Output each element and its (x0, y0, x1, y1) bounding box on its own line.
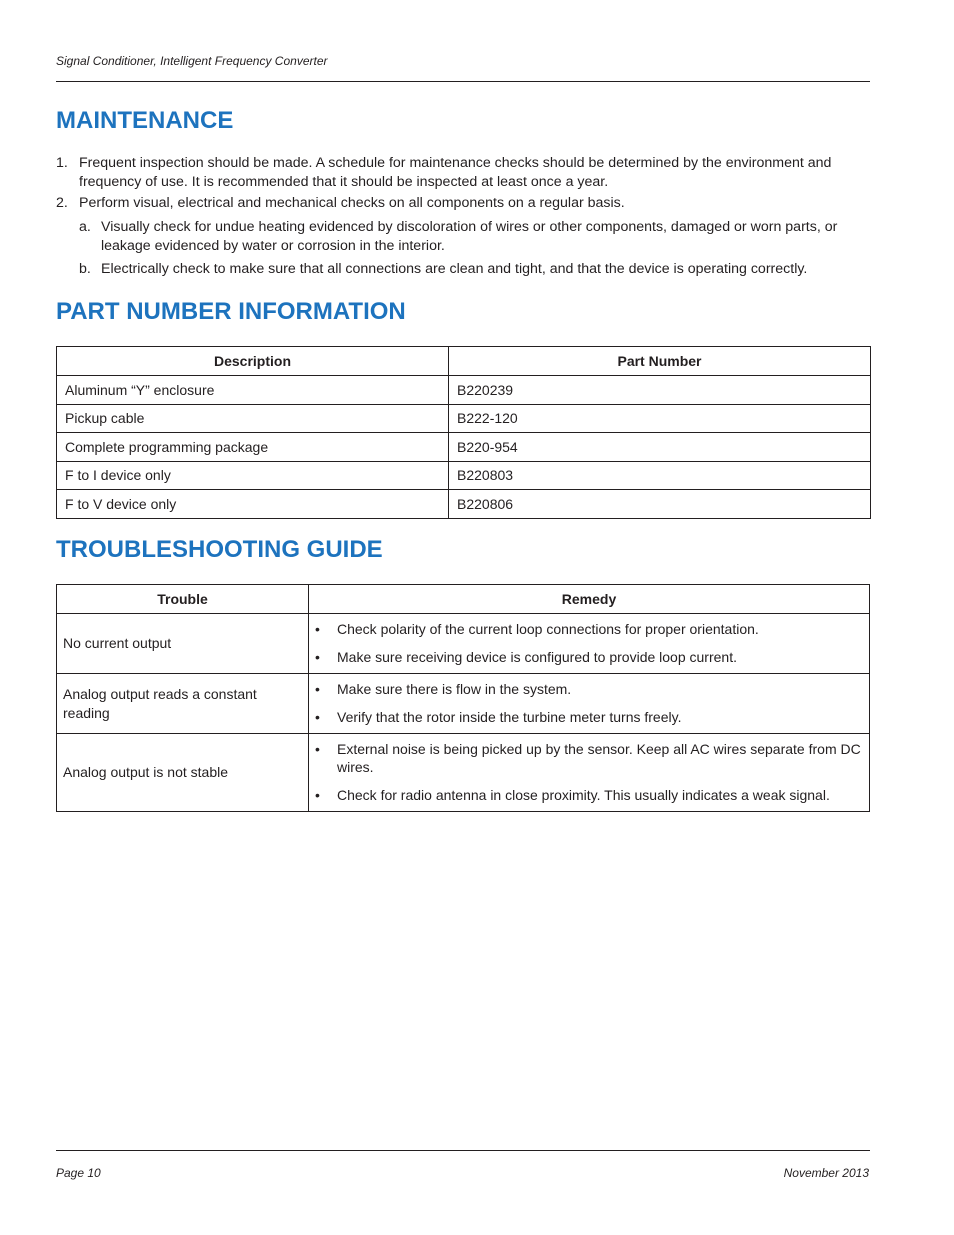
troubleshooting-table (56, 584, 870, 812)
table-row (57, 614, 870, 674)
running-header: Signal Conditioner, Intelligent Frequency Converter (56, 54, 328, 68)
remedy-text: External noise is being picked up by the sensor. Keep all AC wires separate from DC wires. (337, 741, 861, 775)
list-item-text: Electrically check to make sure that all connections are clean and tight, and that the device is operating correctly. (101, 261, 808, 277)
description-cell: F to I device only (57, 461, 449, 490)
remedy-bullet (315, 620, 861, 638)
trouble-cell: Analog output is not stable (57, 734, 309, 812)
list-number: 1. (56, 155, 68, 171)
maintenance-heading: MAINTENANCE (56, 107, 234, 134)
troubleshooting-heading: TROUBLESHOOTING GUIDE (56, 536, 383, 563)
table-header-row (57, 347, 871, 376)
trouble-cell: Analog output reads a constant reading (57, 674, 309, 734)
bullet-icon: • (315, 709, 320, 725)
table-row (57, 433, 871, 462)
remedy-text: Check for radio antenna in close proximity. This usually indicates a weak signal. (337, 787, 830, 803)
column-header-trouble: Trouble (57, 585, 309, 614)
table-row (57, 734, 870, 812)
remedy-cell (309, 614, 870, 674)
maintenance-subitem-a (79, 218, 869, 256)
part-number-cell: B220239 (449, 376, 871, 405)
table-header-row (57, 585, 870, 614)
remedy-bullet (315, 786, 861, 804)
list-letter: b. (79, 261, 91, 277)
column-header-remedy: Remedy (309, 585, 870, 614)
bullet-icon: • (315, 787, 320, 803)
remedy-text: Verify that the rotor inside the turbine meter turns freely. (337, 709, 682, 725)
table-row (57, 461, 871, 490)
remedy-bullet (315, 648, 861, 666)
description-cell: Complete programming package (57, 433, 449, 462)
part-number-table (56, 346, 871, 519)
description-cell: Pickup cable (57, 404, 449, 433)
remedy-text: Make sure receiving device is configured to provide loop current. (337, 649, 737, 665)
maintenance-item-2 (56, 194, 870, 213)
part-number-cell: B220-954 (449, 433, 871, 462)
remedy-bullet (315, 708, 861, 726)
header-rule (56, 81, 870, 82)
footer-rule (56, 1150, 870, 1151)
table-row (57, 376, 871, 405)
list-item-text: Perform visual, electrical and mechanical checks on all components on a regular basis. (79, 195, 625, 211)
description-cell: F to V device only (57, 490, 449, 519)
part-number-cell: B222-120 (449, 404, 871, 433)
remedy-text: Make sure there is flow in the system. (337, 681, 572, 697)
list-letter: a. (79, 219, 91, 235)
bullet-icon: • (315, 649, 320, 665)
column-header-part-number: Part Number (449, 347, 871, 376)
bullet-icon: • (315, 741, 320, 757)
remedy-bullet (315, 740, 861, 776)
remedy-cell (309, 674, 870, 734)
part-number-cell: B220806 (449, 490, 871, 519)
remedy-cell (309, 734, 870, 812)
part-number-heading: PART NUMBER INFORMATION (56, 298, 406, 325)
bullet-icon: • (315, 681, 320, 697)
description-cell: Aluminum “Y” enclosure (57, 376, 449, 405)
publication-date: November 2013 (783, 1166, 869, 1180)
list-number: 2. (56, 195, 68, 211)
list-item-text: Frequent inspection should be made. A schedule for maintenance checks should be determined by the environment and frequency of use. It is recommended that it should be inspected at least once a year. (79, 155, 832, 190)
list-item-text: Visually check for undue heating evidenced by discoloration of wires or other components, damaged or worn parts, or leakage evidenced by water or corrosion in the interior. (101, 219, 838, 254)
remedy-text: Check polarity of the current loop connections for proper orientation. (337, 621, 759, 637)
part-number-cell: B220803 (449, 461, 871, 490)
bullet-icon: • (315, 621, 320, 637)
table-row (57, 674, 870, 734)
table-row (57, 404, 871, 433)
maintenance-item-1 (56, 154, 870, 192)
column-header-description: Description (57, 347, 449, 376)
maintenance-subitem-b (79, 260, 869, 279)
remedy-bullet (315, 680, 861, 698)
page-number: Page 10 (56, 1166, 101, 1180)
table-row (57, 490, 871, 519)
trouble-cell: No current output (57, 614, 309, 674)
